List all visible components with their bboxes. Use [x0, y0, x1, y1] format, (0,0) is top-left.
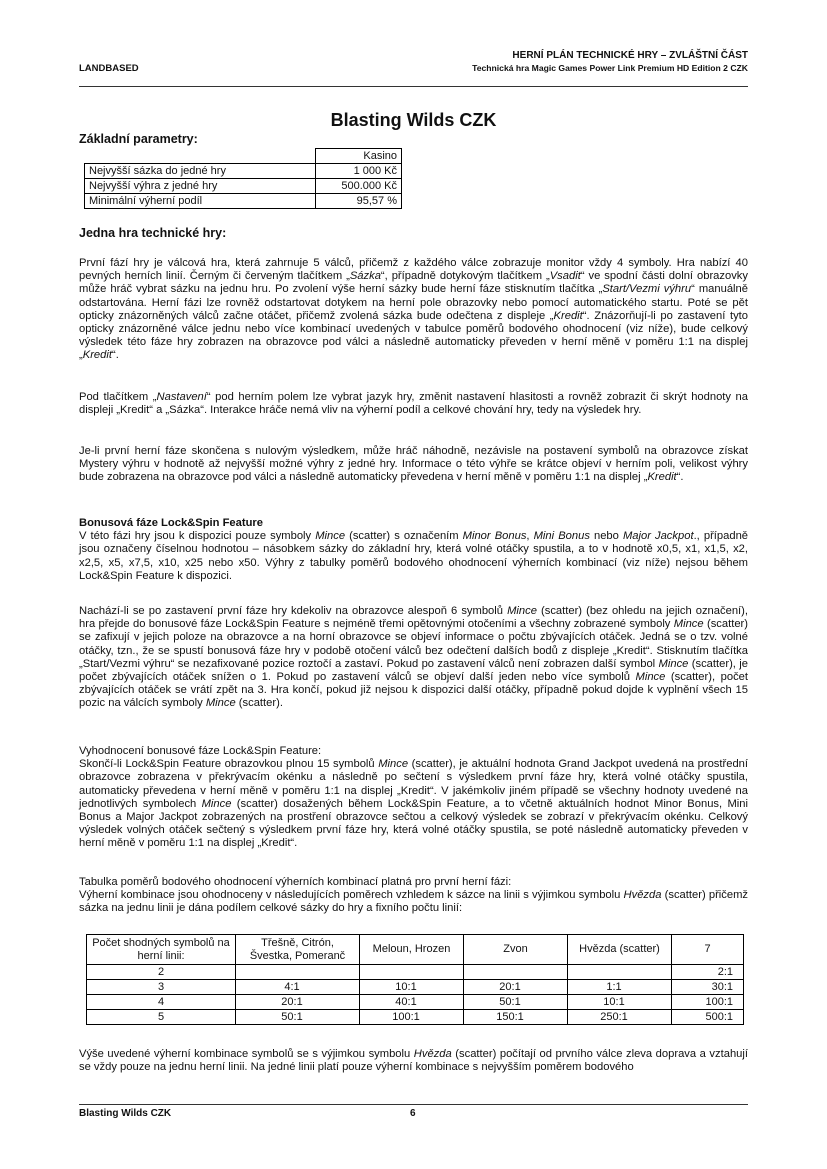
paytable-header-cell: Meloun, Hrozen	[360, 935, 464, 965]
paytable-cell: 20:1	[236, 995, 360, 1010]
params-row	[85, 164, 402, 179]
section-bonus-phase	[79, 517, 748, 583]
paytable-header-cell: Hvězda (scatter)	[568, 935, 672, 965]
paytable-cell: 30:1	[672, 980, 744, 995]
paytable-header-cell: 7	[672, 935, 744, 965]
paytable-cell: 5	[87, 1010, 236, 1025]
params-row-label: Minimální výherní podíl	[85, 194, 316, 209]
params-row-value: 500.000 Kč	[316, 179, 402, 194]
section-bonus-evaluation	[79, 745, 748, 851]
paytable-cell	[464, 965, 568, 980]
paytable-cell: 500:1	[672, 1010, 744, 1025]
paytable-row	[87, 965, 744, 980]
header-doc-title: HERNÍ PLÁN TECHNICKÉ HRY – ZVLÁŠTNÍ ČÁST	[512, 50, 748, 61]
params-row	[85, 194, 402, 209]
paragraph-text: Výherní kombinace jsou ohodnoceny v následujících poměrech vzhledem k sázce na linii s výjimkou symbolu Hvězda (scatter) přičemž sázka na jednu linii je dána podílem celkové sázky do hry a fixního počtu linií:	[79, 889, 749, 915]
paytable-cell: 2	[87, 965, 236, 980]
paytable-cell: 4:1	[236, 980, 360, 995]
paytable-row	[87, 995, 744, 1010]
paragraph-text: Je-li první herní fáze skončena s nulovým výsledkem, může hráč náhodně, nezávisle na postavení symbolů na obrazovce získat Mystery výhru v hodnotě až nejvyšší možné výhry z jedné hry. Informace o této výhře se krátce objeví v herním poli, velikost výhry bude zobrazena na obrazovce pod válci a následně automaticky převedena v herní měně v poměru 1:1 na displej „Kredit“.	[79, 445, 748, 484]
paragraph-mystery-win	[79, 445, 748, 485]
paragraph-text: Nachází-li se po zastavení první fáze hry kdekoliv na obrazovce alespoň 6 symbolů Mince (scatter) (bez ohledu na jejich označení), hra přejde do bonusové fáze Lock&Spin Feature s nejméně třemi opětovnými otočeními a všechny zobrazené symboly Mince (scatter) se zafixují v jejich poloze na obrazovce a na horní obrazovce se objeví informace o počtu zbývajících otáček. Jedná se o tzv. volné otáčky, tzn., že se spustí bonusová fáze hry v podobě otočení válců bez odečtení dalších bodů z displeje „Kredit“. Stisknutím tlačítka „Start/Vezmi výhru“ se nezafixované pozice roztočí a zastaví. Pokud po zastavení válců není zobrazen další symbol Mince (scatter), je počet zbývajících otáček snížen o 1. Pokud po zastavení válců se objeví další jeden nebo více symbolů Mince (scatter), počet zbývajících otáček se vrátí zpět na 3. Hra končí, pokud již nejsou k dispozici další otáčky, případně pokud dojde k vyplnění všech 15 pozic na válcích symboly Mince (scatter).	[79, 605, 748, 710]
section-subheading: Vyhodnocení bonusové fáze Lock&Spin Feature:	[79, 745, 322, 757]
paytable-cell: 50:1	[464, 995, 568, 1010]
params-table	[84, 148, 402, 209]
paytable-cell: 3	[87, 980, 236, 995]
paragraph-text: Pod tlačítkem „Nastavení“ pod herním polem lze vybrat jazyk hry, změnit nastavení hlasitosti a rovněž zobrazit či skrýt hodnoty na displeji „Kredit“ a „Sázka“. Interakce hráče nemá vliv na výherní podíl a celkové chování hry, tedy na výsledek hry.	[79, 391, 749, 417]
paytable-cell: 150:1	[464, 1010, 568, 1025]
page-title: Blasting Wilds CZK	[330, 110, 497, 130]
paytable-header-row	[87, 935, 744, 965]
paragraph-text: První fází hry je válcová hra, která zahrnuje 5 válců, přičemž z každého válce zobrazuje monitor vždy 4 symboly. Hra nabízí 40 pevných herních linií. Černým či červeným tlačítkem „Sázka“, případně dotykovým tlačítkem „Vsadit“ ve spodní části dolní obrazovky může hráč vybrat sázku na jednu hru. Po zvolení výše herní sázky bude herní fáze stisknutím tlačítka „Start/Vezmi výhru“ manuálně odstartována. Herní fázi lze rovněž odstartovat dotykem na herní pole obrazovky nebo pomocí automatického startu. Poté se pět opticky znázorněných válců začne otáčet, přičemž zvolená sázka bude odečtena z displeje „Kredit“. Znázorňují-li po zastavení tyto opticky znázorněné válce jednu nebo více kombinací uvedených v tabulce poměrů bodového ohodnocení (viz níže), bude celkový výsledek této fáze hry zobrazen na obrazovce pod válci a následně automaticky převeden v herní měně v poměru 1:1 na displej „Kredit“.	[79, 257, 748, 362]
paragraph-text: Tabulka poměrů bodového ohodnocení výherních kombinací platná pro první herní fázi:	[79, 876, 512, 888]
game-heading: Jedna hra technické hry:	[79, 226, 227, 240]
footer-doc-name: Blasting Wilds CZK	[79, 1108, 172, 1119]
paragraph-text: Výše uvedené výherní kombinace symbolů se s výjimkou symbolu Hvězda (scatter) počítají od prvního válce zleva doprava a vztahují se vždy pouze na jednu herní linii. Na jedné linii platí pouze výherní kombinace s nejvyšším poměrem bodového	[79, 1048, 748, 1074]
paytable-cell: 4	[87, 995, 236, 1010]
header-left-label: LANDBASED	[79, 63, 139, 74]
params-column-header: Kasino	[316, 149, 402, 164]
paytable-header-cell: Počet shodných symbolů na herní linii:	[87, 935, 236, 965]
paytable-cell	[236, 965, 360, 980]
paytable-row	[87, 1010, 744, 1025]
section-heading: Bonusová fáze Lock&Spin Feature	[79, 517, 264, 529]
paytable-cell: 50:1	[236, 1010, 360, 1025]
paragraph-bonus-trigger	[79, 605, 748, 711]
paragraph-paytable-rules	[79, 1048, 748, 1074]
paytable-cell: 10:1	[568, 995, 672, 1010]
paytable-cell: 100:1	[360, 1010, 464, 1025]
paytable-cell: 1:1	[568, 980, 672, 995]
paytable-cell: 250:1	[568, 1010, 672, 1025]
paytable-cell	[360, 965, 464, 980]
paytable-cell: 10:1	[360, 980, 464, 995]
paytable-cell	[568, 965, 672, 980]
footer-page-number: 6	[410, 1108, 416, 1119]
paragraph-paytable-intro	[79, 876, 748, 916]
paytable-cell: 20:1	[464, 980, 568, 995]
paytable-cell: 100:1	[672, 995, 744, 1010]
params-row-label: Nejvyšší sázka do jedné hry	[85, 164, 316, 179]
header-doc-subtitle: Technická hra Magic Games Power Link Premium HD Edition 2 CZK	[472, 63, 748, 73]
footer-divider	[79, 1104, 748, 1105]
paytable	[86, 934, 744, 1025]
paytable-header-cell: Třešně, Citrón, Švestka, Pomeranč	[236, 935, 360, 965]
params-row-value: 1 000 Kč	[316, 164, 402, 179]
params-row-value: 95,57 %	[316, 194, 402, 209]
params-row-label: Nejvyšší výhra z jedné hry	[85, 179, 316, 194]
paragraph-text: V této fázi hry jsou k dispozici pouze symboly Mince (scatter) s označením Minor Bonus, Mini Bonus nebo Major Jackpot., případně jsou označeny číselnou hodnotou – násobkem sázky do základní hry, která volné otáčky spustila, a to v hodnotě x0,5, x1, x1,5, x2, x2,5, x5, x7,5, x10, x25 nebo x50. Výhry z tabulky poměrů bodového ohodnocení výherních kombinací (viz níže) nejsou během Lock&Spin Feature k dispozici.	[79, 530, 749, 582]
paytable-row	[87, 980, 744, 995]
params-row	[85, 179, 402, 194]
params-header-row	[85, 149, 402, 164]
paytable-header-cell: Zvon	[464, 935, 568, 965]
paragraph-settings	[79, 391, 748, 417]
header-right	[472, 50, 748, 73]
header-divider	[79, 86, 748, 87]
paytable-cell: 2:1	[672, 965, 744, 980]
params-heading: Základní parametry:	[79, 132, 198, 146]
params-header-empty	[85, 149, 316, 164]
paytable-cell: 40:1	[360, 995, 464, 1010]
paragraph-base-game	[79, 257, 748, 363]
paragraph-text: Skončí-li Lock&Spin Feature obrazovkou plnou 15 symbolů Mince (scatter), je aktuální hodnota Grand Jackpot uvedená na prostřední obrazovce zobrazena v překrývacím okénku a následně po sečtení s výsledkem první fáze hry, která volné otáčky spustila, automaticky převedena v herní měně v poměru 1:1 na displej „Kredit“. V jakémkoliv jiném případě se všechny hodnoty uvedené na jednotlivých symbolech Mince (scatter) dosažených během Lock&Spin Feature, a to včetně aktuálních hodnot Minor Bonus, Mini Bonus a Major Jackpot zobrazených na prostření obrazovce sečtou a celkový výsledek se zobrazí v překrývacím okénku. Celkový výsledek volných otáček sečtený s výsledkem první fáze hry, která volné otáčky spustila, se poté následně automaticky převeden v herní měně v poměru 1:1 na displej „Kredit“.	[79, 758, 749, 850]
